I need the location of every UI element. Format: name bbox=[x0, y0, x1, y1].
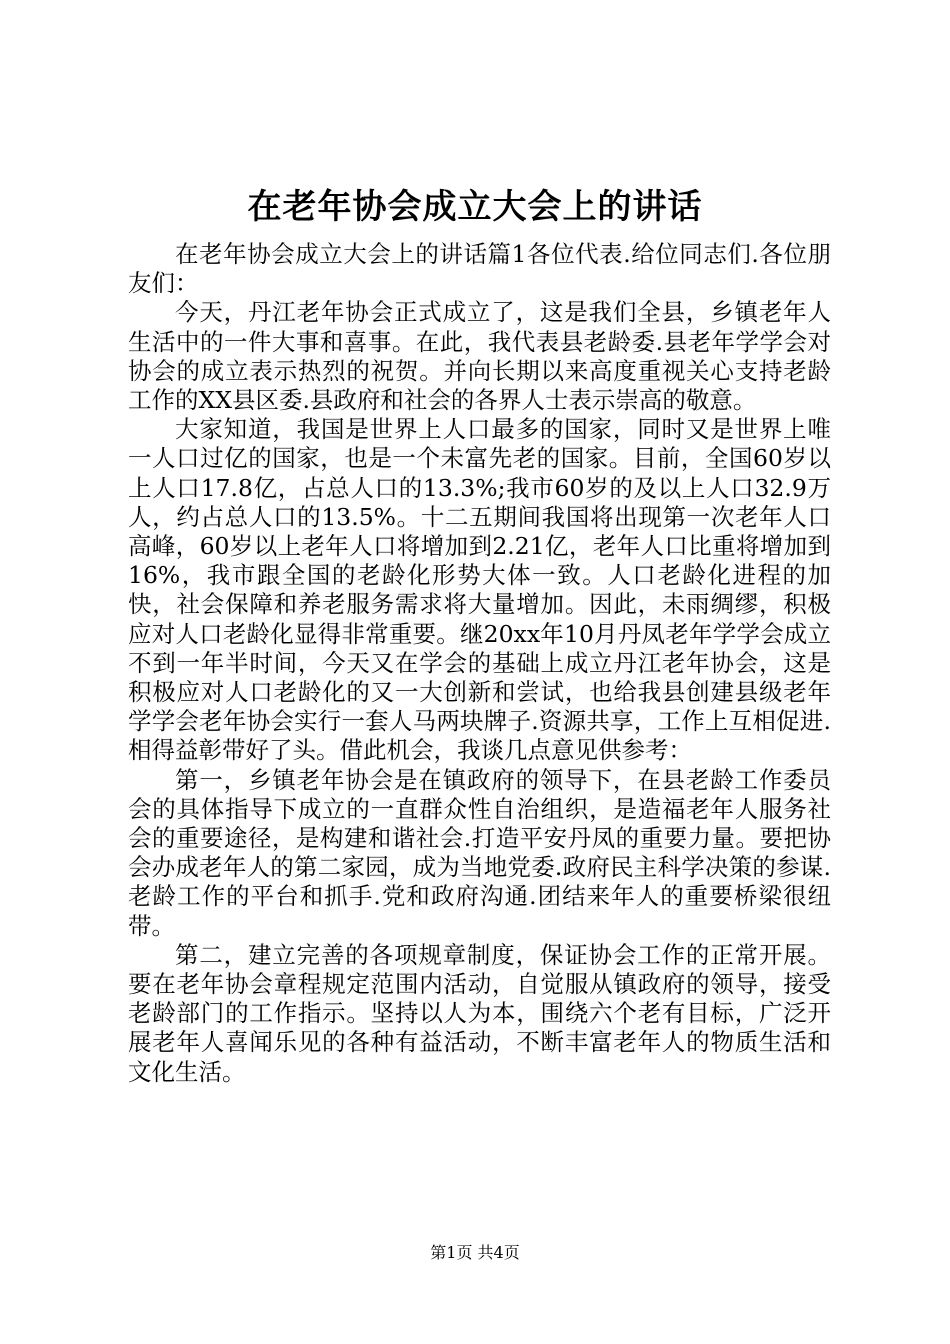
page-number-footer: 第1页 共4页 bbox=[430, 1243, 520, 1262]
paragraph: 第二，建立完善的各项规章制度，保证协会工作的正常开展。要在老年协会章程规定范围内活动，自觉服从镇政府的领导，接受老龄部门的工作指示。坚持以人为本，围绕六个老有目标，广泛开展老年人喜闻乐见的各种有益活动，不断丰富老年人的物质生活和文化生活。 bbox=[128, 940, 831, 1086]
paragraph: 在老年协会成立大会上的讲话篇1各位代表.给位同志们.各位朋友们： bbox=[128, 240, 831, 298]
document-title: 在老年协会成立大会上的讲话 bbox=[247, 187, 703, 227]
paragraph: 第一，乡镇老年协会是在镇政府的领导下，在县老龄工作委员会的具体指导下成立的一直群众性自治组织，是造福老年人服务社会的重要途径，是构建和谐社会.打造平安丹凤的重要力量。要把协会办成老年人的第二家园，成为当地党委.政府民主科学决策的参谋.老龄工作的平台和抓手.党和政府沟通.团结来年人的重要桥梁很纽带。 bbox=[128, 765, 831, 940]
paragraph: 今天，丹江老年协会正式成立了，这是我们全县，乡镇老年人生活中的一件大事和喜事。在此，我代表县老龄委.县老年学学会对协会的成立表示热烈的祝贺。并向长期以来高度重视关心支持老龄工作的XX县区委.县政府和社会的各界人士表示崇高的敬意。 bbox=[128, 298, 831, 415]
document-body bbox=[128, 240, 831, 1087]
paragraph: 大家知道，我国是世界上人口最多的国家，同时又是世界上唯一人口过亿的国家，也是一个未富先老的国家。目前，全国60岁以上人口17.8亿，占总人口的13.3%;我市60岁的及以上人口32.9万人，约占总人口的13.5%。十二五期间我国将出现第一次老年人口高峰，60岁以上老年人口将增加到2.21亿，老年人口比重将增加到16%，我市跟全国的老龄化形势大体一致。人口老龄化进程的加快，社会保障和养老服务需求将大量增加。因此，未雨绸缪，积极应对人口老龄化显得非常重要。继20xx年10月丹凤老年学学会成立不到一年半时间，今天又在学会的基础上成立丹江老年协会，这是积极应对人口老龄化的又一大创新和尝试，也给我县创建县级老年学学会老年协会实行一套人马两块牌子.资源共享，工作上互相促进.相得益彰带好了头。借此机会，我谈几点意见供参考： bbox=[128, 415, 831, 765]
